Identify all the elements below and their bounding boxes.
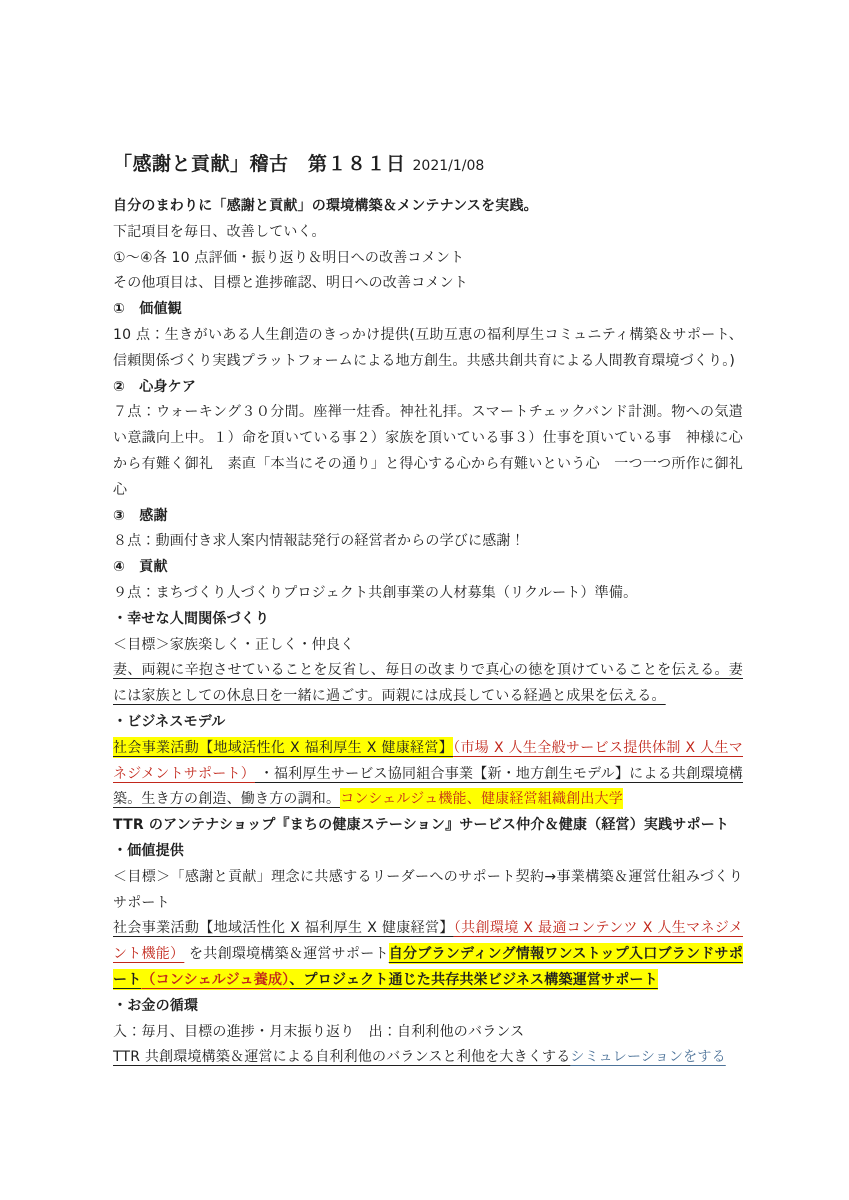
page-title (113, 150, 743, 181)
daily-improvement-note-run: 下記項目を毎日、改善していく。 (113, 223, 326, 240)
heading-value-offering (113, 839, 743, 865)
value-offering-detail (113, 916, 743, 993)
relationships-detail (113, 658, 743, 710)
mind-body-care-score (113, 400, 743, 503)
gratitude-score (113, 529, 743, 555)
relationships-goal (113, 633, 743, 659)
scoring-rule-run: ①～④各 10 点評価・振り返り＆明日への改善コメント (113, 249, 465, 266)
heading-contribution-run: ④ 貢献 (113, 559, 168, 576)
scoring-rule (113, 246, 743, 272)
value-offering-detail-run: 自分ブランディング情報ワンストップ入口ブランドサポート (113, 943, 743, 990)
value-offering-detail-run: を共創環境構築＆運営サポート (184, 946, 389, 963)
heading-happy-relationships (113, 607, 743, 633)
ttr-simulation-run: シミュレーションをする (570, 1049, 726, 1066)
gratitude-score-run: ８点：動画付き求人案内情報誌発行の経営者からの学びに感謝！ (113, 533, 525, 550)
ttr-antenna-shop (113, 813, 743, 839)
ttr-simulation-run: TTR 共創環境構築＆運営による自利利他のバランスと利他を大きくする (113, 1049, 571, 1066)
money-in-out (113, 1020, 743, 1046)
heading-happy-relationships-run: ・幸せな人間関係づくり (113, 610, 270, 627)
heading-mind-body-care (113, 375, 743, 401)
business-model-detail-run: 社会事業活動【地域活性化 X 福利厚生 X 健康経営】 (113, 737, 453, 758)
daily-improvement-note (113, 220, 743, 246)
relationships-detail-run: 妻、両親に辛抱させていることを反省し、毎日の改まりで真心の徳を頂けていることを伝える。妻には家族としての休息日を一緒に過ごす。両親には成長している経過と成果を伝える。 (113, 662, 743, 705)
business-model-detail-run: コンシェルジュ機能、健康経営組織創出大学 (340, 788, 623, 809)
heading-values-run: ① 価値観 (113, 301, 182, 318)
heading-business-model-run: ・ビジネスモデル (113, 713, 226, 730)
value-offering-goal-run: ＜目標＞「感謝と貢献」理念に共感するリーダーへのサポート契約→事業構築＆運営仕組みづくりサポート (113, 868, 743, 911)
ttr-simulation (113, 1045, 743, 1071)
heading-gratitude (113, 504, 743, 530)
business-model-detail (113, 736, 743, 813)
values-score (113, 323, 743, 375)
document-body (113, 194, 743, 1071)
heading-money-circulation (113, 994, 743, 1020)
value-offering-detail-run: （共創環境 X 最適コンテンツ X 人生マネジメント機能） (113, 920, 743, 963)
heading-contribution (113, 555, 743, 581)
value-offering-goal (113, 865, 743, 917)
heading-business-model (113, 710, 743, 736)
heading-values (113, 297, 743, 323)
other-items-rule-run: その他項目は、目標と進捗確認、明日への改善コメント (113, 275, 468, 292)
doc-title: 「感謝と貢献」稽古 第１８１日 (113, 153, 406, 175)
value-offering-detail-run: 社会事業活動【地域活性化 X 福利厚生 X 健康経営】 (113, 920, 454, 937)
business-model-detail-run: （市場 X 人生全般サービス提供体制 X 人生マネジメントサポート） (113, 739, 743, 782)
document-content (113, 150, 743, 1071)
ttr-antenna-shop-run: TTR のアンテナショップ『まちの健康ステーション』サービス仲介＆健康（経営）実践サポート (113, 817, 730, 834)
value-offering-detail-run: 、プロジェクト通じた共存共栄ビジネス構築運営サポート (289, 969, 658, 990)
other-items-rule (113, 271, 743, 297)
money-in-out-run: 入：毎月、目標の進捗・月末振り返り 出：自利利他のバランス (113, 1023, 525, 1040)
heading-mind-body-care-run: ② 心身ケア (113, 378, 197, 395)
practice-statement-run: 自分のまわりに「感謝と貢献」の環境構築＆メンテナンスを実践。 (113, 198, 538, 214)
practice-statement (113, 194, 743, 220)
mind-body-care-score-run: ７点：ウォーキング３０分間。座禅一炷香。神社礼拝。スマートチェックバンド計測。物への気遣い意識向上中。１）命を頂いている事２）家族を頂いている事３）仕事を頂いている事 神様に心から有難く御礼 素直「本当にその通り」と得心する心から有難いという心 一つ一つ所作に御礼心 (113, 404, 743, 498)
heading-value-offering-run: ・価値提供 (113, 842, 184, 859)
contribution-score (113, 581, 743, 607)
value-offering-detail-run: （コンシェルジュ養成） (141, 969, 289, 990)
doc-date: 2021/1/08 (412, 158, 485, 174)
business-model-detail-run: ・福利厚生サービス協同組合事業【新・地方創生モデル】による共創環境構築。生き方の創造、働き方の調和。 (113, 765, 743, 808)
relationships-goal-run: ＜目標＞家族楽しく・正しく・仲良く (113, 636, 355, 653)
heading-gratitude-run: ③ 感謝 (113, 507, 168, 524)
heading-money-circulation-run: ・お金の循環 (113, 997, 199, 1014)
values-score-run: 10 点：生きがいある人生創造のきっかけ提供(互助互恵の福利厚生コミュニティ構築＆サポート、信頼関係づくり実践プラットフォームによる地方創生。共感共創共育による人間教育環境づくり。) (113, 326, 743, 369)
contribution-score-run: ９点：まちづくり人づくりプロジェクト共創事業の人材募集（リクルート）準備。 (113, 584, 638, 601)
